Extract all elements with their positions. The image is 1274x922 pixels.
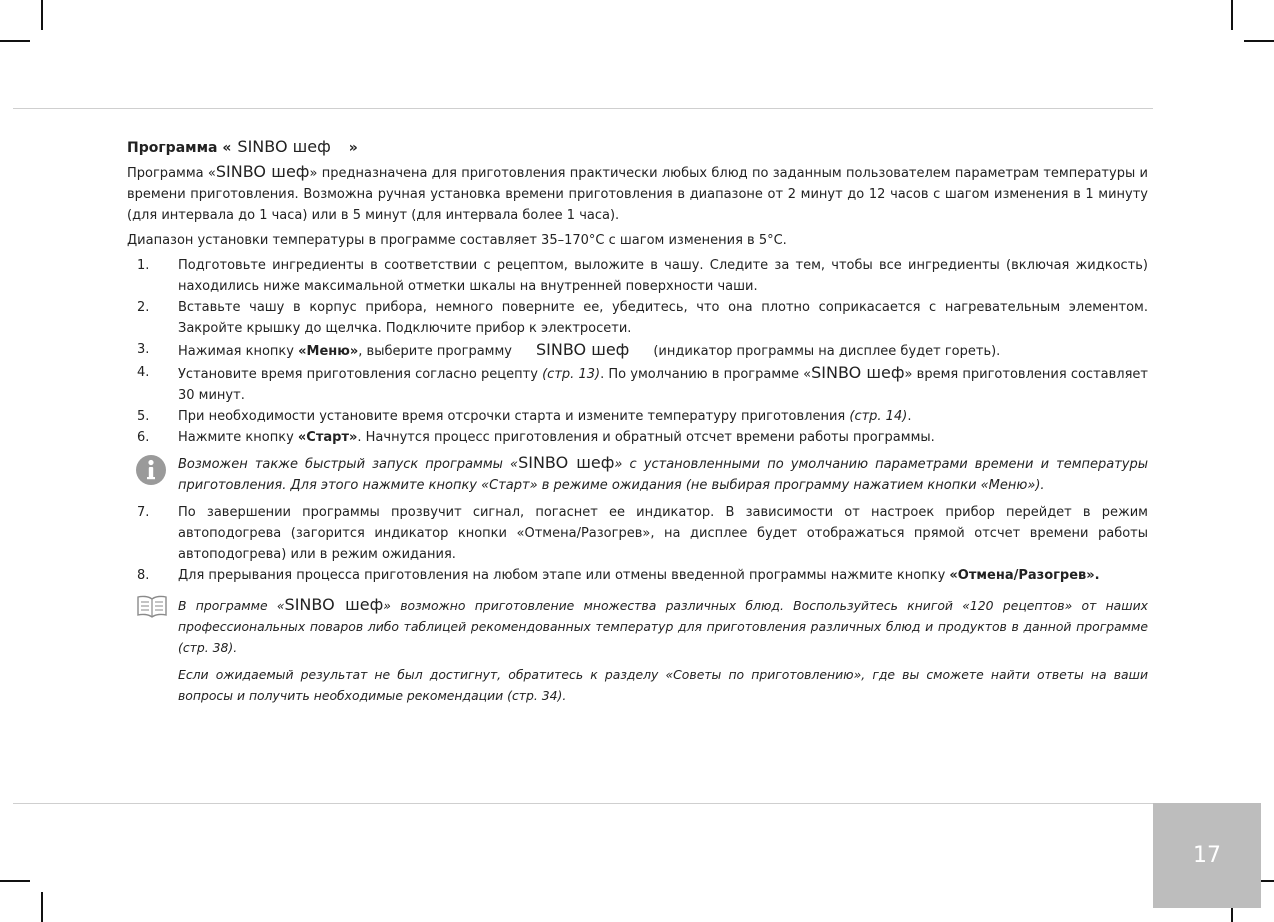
step-text: Установите время приготовления согласно рецепту — [178, 367, 543, 382]
step-number: 8. — [137, 568, 150, 583]
step-number: 6. — [137, 430, 150, 445]
book-icon — [137, 594, 167, 624]
title-suffix: » — [348, 140, 358, 156]
list-item — [127, 565, 1148, 586]
title-brand: SINBO шеф — [237, 137, 331, 156]
header-divider — [13, 108, 1153, 109]
note-text: » с установленными по умолчанию параметрами времени и температуры приготовления. Для этого нажмите кнопку «Старт» в режиме ожидания (не выбирая программу нажатием кнопки «Меню»). — [178, 457, 1148, 493]
step-text: » время приготовления составляет 30 минут. — [178, 367, 1148, 403]
step-text: Нажимая кнопку — [178, 344, 299, 359]
step-text: Нажмите кнопку — [178, 430, 298, 445]
info-note — [127, 452, 1148, 496]
crop-mark — [1244, 40, 1274, 42]
step-number: 5. — [137, 409, 150, 424]
page-reference: (стр. 14) — [849, 409, 908, 424]
list-item — [127, 362, 1148, 406]
steps-list — [127, 255, 1148, 448]
list-item — [127, 427, 1148, 448]
temperature-range-paragraph: Диапазон установки температуры в программе составляет 35–170°C с шагом изменения в 5°C. — [127, 233, 787, 248]
brand-name: SINBO шеф — [535, 340, 630, 359]
step-text: По завершении программы прозвучит сигнал, погаснет ее индикатор. В зависимости от настроек прибор перейдет в режим автоподогрева (загорится индикатор кнопки «Отмена/Разогрев», на дисплее будет отображаться прямой отсчет времени работы автоподогрева) или в режим ожидания. — [178, 505, 1148, 562]
intro-paragraph — [127, 161, 1148, 226]
brand-name: SINBO шеф — [215, 162, 310, 181]
title-prefix: Программа « — [127, 140, 232, 156]
step-number: 7. — [137, 505, 150, 520]
step-number: 1. — [137, 258, 150, 273]
list-item — [127, 339, 1148, 362]
brand-name: SINBO шеф — [518, 453, 615, 472]
brand-name: SINBO шеф — [811, 363, 905, 382]
note-text: » возможно приготовление множества различных блюд. Воспользуйтесь книгой «120 рецептов» от наших профессиональных поваров либо таблицей рекомендованных температур для приготовления различных блюд и продуктов в данной программе (стр. 38). — [178, 598, 1148, 655]
note-text: Возможен также быстрый запуск программы « — [178, 457, 519, 472]
step-text: При необходимости установите время отсрочки старта и измените температуру приготовления — [178, 409, 850, 424]
book-note-paragraph — [178, 594, 1148, 658]
crop-mark — [41, 892, 43, 922]
list-item — [127, 297, 1148, 339]
note-text: В программе « — [178, 598, 285, 613]
step-number: 4. — [137, 365, 150, 380]
page-number: 17 — [1153, 803, 1261, 908]
step-text: . — [907, 409, 912, 424]
step-text: Вставьте чашу в корпус прибора, немного поверните ее, убедитесь, что она плотно соприкасается с нагревательным элементом. Закройте крышку до щелчка. Подключите прибор к электросети. — [178, 300, 1148, 336]
cancel-button-label: «Отмена/Разогрев». — [949, 568, 1100, 583]
footer-divider — [13, 803, 1153, 804]
intro-text-start: Программа « — [127, 166, 216, 181]
step-text: Для прерывания процесса приготовления на любом этапе или отмены введенной программы нажмите кнопку — [178, 568, 950, 583]
step-number: 2. — [137, 300, 150, 315]
section-title — [127, 136, 1148, 159]
step-text: . По умолчанию в программе « — [600, 367, 812, 382]
crop-mark — [0, 880, 30, 882]
brand-name: SINBO шеф — [284, 595, 384, 614]
step-text: , выберите программу — [358, 344, 512, 359]
step-text: Подготовьте ингредиенты в соответствии с рецептом, выложите в чашу. Следите за тем, чтобы все ингредиенты (включая жидкость) находились ниже максимальной отметки шкалы на внутренней поверхности чаши. — [178, 258, 1148, 294]
crop-mark — [0, 40, 30, 42]
steps-list-continued — [127, 502, 1148, 586]
info-icon — [135, 454, 167, 493]
crop-mark — [1231, 0, 1233, 30]
crop-mark — [41, 0, 43, 30]
step-number: 3. — [137, 342, 150, 357]
step-text: . Начнутся процесс приготовления и обратный отсчет времени работы программы. — [357, 430, 935, 445]
intro-text-rest: » предназначена для приготовления практически любых блюд по заданным пользователем параметрам температуры и времени приготовления. Возможна ручная установка времени приготовления в диапазоне от 2 минут до 12 часов с шагом изменения в 1 минуту (для интервала до 1 часа) или в 5 минут (для интервала более 1 часа). — [127, 166, 1148, 223]
page-reference: (стр. 13) — [542, 367, 601, 382]
book-note-paragraph-2: Если ожидаемый результат не был достигнут, обратитесь к разделу «Советы по приготовлению», где вы сможете найти ответы на ваши вопросы и получить необходимые рекомендации (стр. 34). — [178, 667, 1148, 703]
menu-button-label: «Меню» — [298, 344, 359, 359]
list-item — [127, 406, 1148, 427]
list-item — [127, 502, 1148, 565]
manual-section — [127, 136, 1148, 712]
start-button-label: «Старт» — [297, 430, 358, 445]
list-item — [127, 255, 1148, 297]
step-text: (индикатор программы на дисплее будет гореть). — [653, 344, 1001, 359]
book-note — [127, 594, 1148, 706]
